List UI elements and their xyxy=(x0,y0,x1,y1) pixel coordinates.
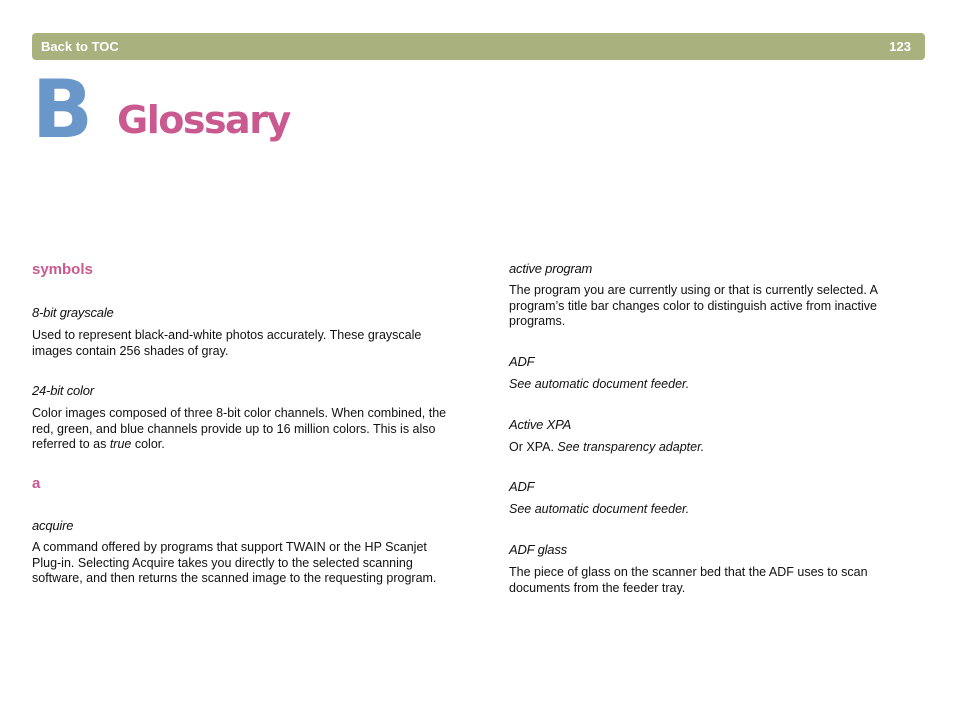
definition-adf-1-crossref: See automatic document feeder. xyxy=(509,377,690,391)
section-heading-symbols: symbols xyxy=(32,261,93,278)
term-active-xpa: Active XPA xyxy=(509,417,572,432)
term-active-program: active program xyxy=(509,261,593,276)
term-24bit-color: 24-bit color xyxy=(32,383,94,398)
definition-adf-1 xyxy=(509,377,689,393)
term-adf-glass: ADF glass xyxy=(509,542,567,557)
definition-active-program: The program you are currently using or that is currently selected. A program’s title bar changes color to distinguish active from inactive programs. xyxy=(509,283,878,329)
definition-24bit-color xyxy=(32,406,447,453)
term-adf-1: ADF xyxy=(509,354,535,369)
chapter-letter: B xyxy=(32,63,91,156)
definition-adf-2 xyxy=(509,502,689,518)
chapter-title: Glossary xyxy=(117,98,290,142)
definition-active-xpa-text: Or XPA. xyxy=(509,440,558,454)
page-number: 123 xyxy=(889,39,911,54)
term-8bit-grayscale: 8-bit grayscale xyxy=(32,305,114,320)
definition-active-xpa-crossref: See transparency adapter. xyxy=(557,440,705,454)
definition-adf-2-crossref: See automatic document feeder. xyxy=(509,502,690,516)
term-adf-2: ADF xyxy=(509,479,535,494)
definition-24bit-emphasis: true xyxy=(109,437,132,452)
definition-24bit-text-b: color. xyxy=(131,437,165,452)
back-to-toc-link[interactable]: Back to TOC xyxy=(41,39,119,54)
section-heading-a: a xyxy=(32,475,41,492)
definition-acquire: A command offered by programs that support TWAIN or the HP Scanjet Plug-in. Selecting Acquire takes you directly to the selected scanning software, and then returns the scanned image to the requesting program. xyxy=(32,540,437,586)
definition-active-xpa xyxy=(509,440,704,456)
definition-8bit-grayscale: Used to represent black-and-white photos accurately. These grayscale images contain 256 shades of gray. xyxy=(32,328,422,358)
definition-adf-glass: The piece of glass on the scanner bed that the ADF uses to scan documents from the feeder tray. xyxy=(509,565,868,595)
definition-24bit-text-a: Color images composed of three 8-bit color channels. When combined, the red, green, and blue channels provide up to 16 million colors. This is also referred to as xyxy=(32,406,447,452)
term-acquire: acquire xyxy=(32,518,74,533)
navigation-bar xyxy=(32,33,925,60)
